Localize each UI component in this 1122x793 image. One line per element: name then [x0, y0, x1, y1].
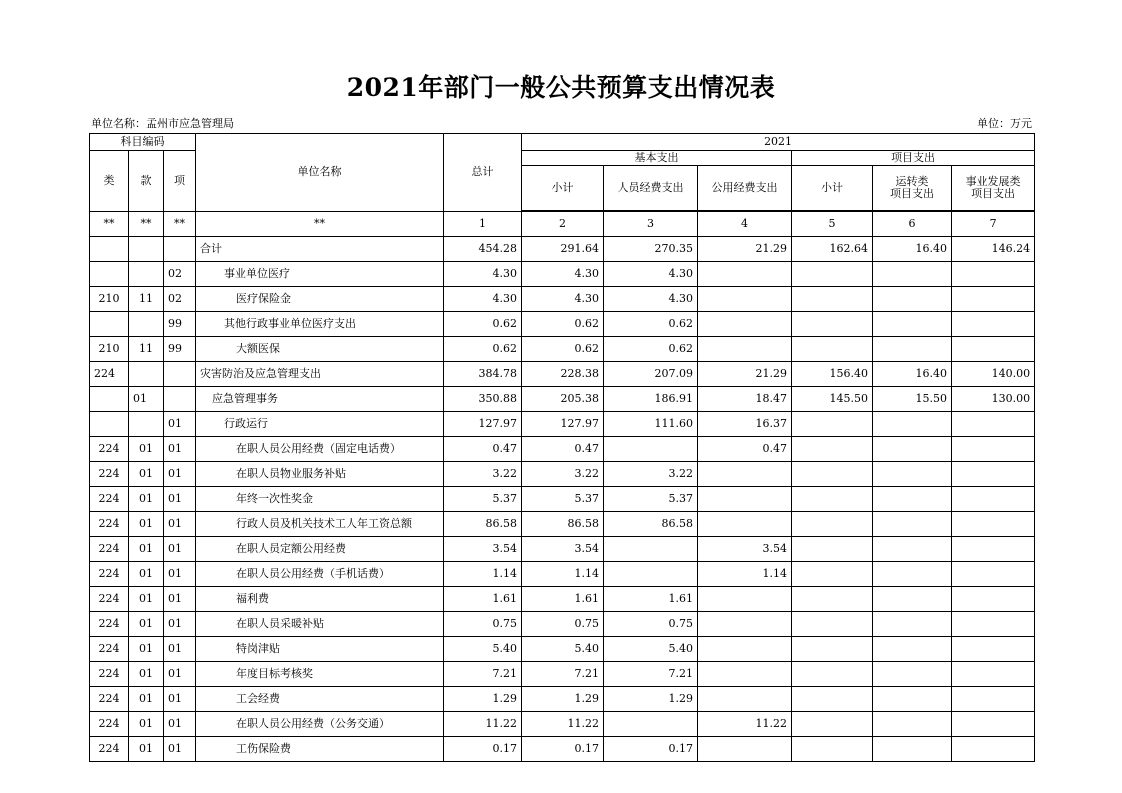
code-kuan-cell: 01 [129, 537, 164, 562]
index-cell: 1 [444, 211, 522, 237]
transfer-project-cell [873, 262, 952, 287]
code-lei-cell: 224 [90, 537, 129, 562]
code-lei-cell: 224 [90, 662, 129, 687]
code-xiang-cell: 01 [164, 412, 196, 437]
unit-label: 单位：万元 [977, 117, 1032, 130]
public-expense-cell: 3.54 [698, 537, 792, 562]
unit-name-cell: 在职人员公用经费（手机话费） [196, 562, 444, 587]
personnel-expense-cell: 0.62 [604, 337, 698, 362]
table-row [90, 687, 1035, 712]
code-kuan-cell: 11 [129, 287, 164, 312]
code-xiang-cell: 01 [164, 487, 196, 512]
table-row [90, 712, 1035, 737]
total-cell: 5.40 [444, 637, 522, 662]
development-project-cell [952, 462, 1035, 487]
basic-subtotal-cell: 0.47 [522, 437, 604, 462]
project-expense-header: 项目支出 [792, 151, 1035, 166]
code-kuan-cell: 01 [129, 737, 164, 762]
total-cell: 350.88 [444, 387, 522, 412]
transfer-project-cell [873, 687, 952, 712]
development-project-cell [952, 512, 1035, 537]
unit-name-cell: 大额医保 [196, 337, 444, 362]
project-subtotal-cell [792, 262, 873, 287]
development-project-cell [952, 712, 1035, 737]
code-lei-cell: 224 [90, 737, 129, 762]
public-expense-cell [698, 337, 792, 362]
transfer-project-cell [873, 562, 952, 587]
total-cell: 3.54 [444, 537, 522, 562]
transfer-project-cell: 15.50 [873, 387, 952, 412]
code-kuan-cell: 01 [129, 637, 164, 662]
personnel-expense-cell: 0.62 [604, 312, 698, 337]
total-cell: 454.28 [444, 237, 522, 262]
total-cell: 1.14 [444, 562, 522, 587]
total-cell: 4.30 [444, 287, 522, 312]
code-xiang-cell: 99 [164, 337, 196, 362]
code-kuan-cell [129, 412, 164, 437]
basic-subtotal-cell: 5.37 [522, 487, 604, 512]
project-subtotal-cell: 156.40 [792, 362, 873, 387]
code-xiang-cell: 01 [164, 562, 196, 587]
transfer-project-cell [873, 512, 952, 537]
code-kuan-cell: 01 [129, 662, 164, 687]
project-subtotal-cell [792, 512, 873, 537]
unit-name-cell: 其他行政事业单位医疗支出 [196, 312, 444, 337]
personnel-expense-cell [604, 562, 698, 587]
kuan-header: 款 [129, 151, 164, 212]
code-kuan-cell: 01 [129, 387, 164, 412]
index-cell: 2 [522, 211, 604, 237]
basic-subtotal-cell: 205.38 [522, 387, 604, 412]
total-cell: 4.30 [444, 262, 522, 287]
personnel-expense-cell: 1.61 [604, 587, 698, 612]
code-lei-cell [90, 237, 129, 262]
personnel-expense-cell: 4.30 [604, 262, 698, 287]
code-xiang-cell: 01 [164, 662, 196, 687]
unit-name-cell: 事业单位医疗 [196, 262, 444, 287]
transfer-project-cell [873, 612, 952, 637]
code-lei-cell: 224 [90, 587, 129, 612]
basic-subtotal-cell: 3.54 [522, 537, 604, 562]
index-row [90, 211, 1035, 237]
public-expense-cell [698, 687, 792, 712]
index-cell: 6 [873, 211, 952, 237]
public-expense-cell [698, 637, 792, 662]
public-expense-cell [698, 662, 792, 687]
basic-subtotal-cell: 0.62 [522, 337, 604, 362]
basic-subtotal-cell: 0.17 [522, 737, 604, 762]
total-cell: 127.97 [444, 412, 522, 437]
personnel-expense-cell: 3.22 [604, 462, 698, 487]
development-project-cell [952, 562, 1035, 587]
project-subtotal-cell [792, 412, 873, 437]
unit-name-cell: 在职人员公用经费（公务交通） [196, 712, 444, 737]
project-subtotal-cell [792, 612, 873, 637]
project-subtotal-cell [792, 587, 873, 612]
basic-subtotal-cell: 1.14 [522, 562, 604, 587]
development-project-cell [952, 537, 1035, 562]
unit-name-cell: 医疗保险金 [196, 287, 444, 312]
public-expense-cell: 21.29 [698, 237, 792, 262]
table-row [90, 612, 1035, 637]
public-expense-cell: 18.47 [698, 387, 792, 412]
subject-code-header: 科目编码 [90, 134, 196, 151]
total-cell: 1.61 [444, 587, 522, 612]
table-row [90, 662, 1035, 687]
total-cell: 11.22 [444, 712, 522, 737]
project-subtotal-cell [792, 662, 873, 687]
total-cell: 3.22 [444, 462, 522, 487]
table-row [90, 312, 1035, 337]
development-project-cell: 140.00 [952, 362, 1035, 387]
code-xiang-cell: 01 [164, 637, 196, 662]
project-subtotal-cell [792, 637, 873, 662]
index-cell: 5 [792, 211, 873, 237]
development-project-header: 事业发展类 项目支出 [952, 166, 1035, 212]
transfer-project-cell [873, 712, 952, 737]
code-kuan-cell [129, 312, 164, 337]
project-subtotal-cell [792, 562, 873, 587]
transfer-project-cell [873, 287, 952, 312]
lei-header: 类 [90, 151, 129, 212]
personnel-expense-cell [604, 712, 698, 737]
public-expense-cell [698, 287, 792, 312]
public-expense-cell [698, 487, 792, 512]
development-project-cell [952, 662, 1035, 687]
total-cell: 0.17 [444, 737, 522, 762]
code-xiang-cell: 01 [164, 587, 196, 612]
public-expense-cell: 1.14 [698, 562, 792, 587]
index-cell: 3 [604, 211, 698, 237]
development-project-cell [952, 337, 1035, 362]
transfer-project-cell [873, 462, 952, 487]
development-project-cell [952, 737, 1035, 762]
code-kuan-cell: 01 [129, 512, 164, 537]
transfer-project-cell [873, 437, 952, 462]
header-row-1 [90, 134, 1035, 151]
project-subtotal-cell [792, 462, 873, 487]
code-lei-cell [90, 412, 129, 437]
basic-subtotal-cell: 228.38 [522, 362, 604, 387]
index-cell: ** [164, 211, 196, 237]
transfer-project-cell [873, 662, 952, 687]
personnel-expense-cell: 5.37 [604, 487, 698, 512]
code-xiang-cell [164, 237, 196, 262]
code-xiang-cell: 02 [164, 262, 196, 287]
code-lei-cell: 210 [90, 287, 129, 312]
unit-name-cell: 合计 [196, 237, 444, 262]
code-lei-cell [90, 312, 129, 337]
personnel-expense-header: 人员经费支出 [604, 166, 698, 212]
project-subtotal-cell [792, 337, 873, 362]
transfer-project-cell [873, 737, 952, 762]
personnel-expense-cell: 4.30 [604, 287, 698, 312]
table-row [90, 412, 1035, 437]
personnel-expense-cell: 207.09 [604, 362, 698, 387]
code-kuan-cell [129, 362, 164, 387]
development-project-cell [952, 312, 1035, 337]
development-project-cell: 130.00 [952, 387, 1035, 412]
code-lei-cell: 210 [90, 337, 129, 362]
index-cell: 7 [952, 211, 1035, 237]
basic-subtotal-cell: 5.40 [522, 637, 604, 662]
page-title: 2021年部门一般公共预算支出情况表 [346, 73, 776, 102]
code-kuan-cell: 01 [129, 587, 164, 612]
development-project-cell [952, 612, 1035, 637]
basic-subtotal-cell: 86.58 [522, 512, 604, 537]
development-project-cell [952, 587, 1035, 612]
personnel-expense-cell: 1.29 [604, 687, 698, 712]
total-cell: 0.75 [444, 612, 522, 637]
code-kuan-cell: 11 [129, 337, 164, 362]
code-kuan-cell: 01 [129, 487, 164, 512]
public-expense-cell [698, 462, 792, 487]
development-project-cell [952, 637, 1035, 662]
total-cell: 7.21 [444, 662, 522, 687]
code-kuan-cell: 01 [129, 687, 164, 712]
personnel-expense-cell: 86.58 [604, 512, 698, 537]
unit-name-header: 单位名称 [196, 134, 444, 212]
basic-subtotal-cell: 0.75 [522, 612, 604, 637]
unit-name-cell: 应急管理事务 [196, 387, 444, 412]
unit-name-cell: 特岗津贴 [196, 637, 444, 662]
table-row [90, 262, 1035, 287]
public-expense-cell [698, 587, 792, 612]
total-cell: 0.62 [444, 337, 522, 362]
development-project-cell [952, 687, 1035, 712]
table-row [90, 287, 1035, 312]
table-row [90, 487, 1035, 512]
unit-name-cell: 工会经费 [196, 687, 444, 712]
code-lei-cell [90, 387, 129, 412]
basic-subtotal-cell: 7.21 [522, 662, 604, 687]
code-kuan-cell [129, 262, 164, 287]
table-row [90, 237, 1035, 262]
project-subtotal-cell [792, 312, 873, 337]
unit-name-cell: 年终一次性奖金 [196, 487, 444, 512]
code-lei-cell [90, 262, 129, 287]
code-lei-cell: 224 [90, 437, 129, 462]
public-expense-cell [698, 737, 792, 762]
table-row [90, 737, 1035, 762]
development-project-cell [952, 287, 1035, 312]
code-xiang-cell: 01 [164, 712, 196, 737]
code-kuan-cell: 01 [129, 462, 164, 487]
basic-subtotal-cell: 11.22 [522, 712, 604, 737]
code-xiang-cell: 01 [164, 462, 196, 487]
table-row [90, 362, 1035, 387]
project-subtotal-cell [792, 487, 873, 512]
transfer-project-cell [873, 587, 952, 612]
code-xiang-cell: 01 [164, 612, 196, 637]
table-row [90, 562, 1035, 587]
basic-subtotal-cell: 127.97 [522, 412, 604, 437]
code-xiang-cell [164, 362, 196, 387]
public-expense-cell [698, 262, 792, 287]
basic-subtotal-cell: 1.29 [522, 687, 604, 712]
unit-name-cell: 工伤保险费 [196, 737, 444, 762]
code-kuan-cell [129, 237, 164, 262]
project-subtotal-cell [792, 437, 873, 462]
public-expense-cell: 11.22 [698, 712, 792, 737]
xiang-header: 项 [164, 151, 196, 212]
project-subtotal-cell: 162.64 [792, 237, 873, 262]
personnel-expense-cell: 0.75 [604, 612, 698, 637]
table-row [90, 337, 1035, 362]
project-subtotal-cell [792, 737, 873, 762]
development-project-cell: 146.24 [952, 237, 1035, 262]
code-lei-cell: 224 [90, 562, 129, 587]
basic-subtotal-cell: 3.22 [522, 462, 604, 487]
code-lei-cell: 224 [90, 512, 129, 537]
public-expense-header: 公用经费支出 [698, 166, 792, 212]
public-expense-cell [698, 512, 792, 537]
personnel-expense-cell: 111.60 [604, 412, 698, 437]
development-project-cell [952, 262, 1035, 287]
code-lei-cell: 224 [90, 362, 129, 387]
personnel-expense-cell: 7.21 [604, 662, 698, 687]
code-lei-cell: 224 [90, 462, 129, 487]
transfer-project-cell [873, 637, 952, 662]
personnel-expense-cell: 270.35 [604, 237, 698, 262]
code-xiang-cell: 01 [164, 687, 196, 712]
total-cell: 384.78 [444, 362, 522, 387]
year-header: 2021 [522, 134, 1035, 151]
personnel-expense-cell: 0.17 [604, 737, 698, 762]
index-cell: ** [90, 211, 129, 237]
table-row [90, 462, 1035, 487]
code-xiang-cell: 01 [164, 737, 196, 762]
basic-subtotal-cell: 1.61 [522, 587, 604, 612]
code-xiang-cell: 99 [164, 312, 196, 337]
basic-subtotal-header: 小计 [522, 166, 604, 212]
transfer-project-cell [873, 537, 952, 562]
code-lei-cell: 224 [90, 637, 129, 662]
code-xiang-cell: 02 [164, 287, 196, 312]
total-cell: 0.47 [444, 437, 522, 462]
code-xiang-cell [164, 387, 196, 412]
transfer-project-cell [873, 487, 952, 512]
public-expense-cell: 21.29 [698, 362, 792, 387]
unit-name-cell: 灾害防治及应急管理支出 [196, 362, 444, 387]
basic-subtotal-cell: 291.64 [522, 237, 604, 262]
project-subtotal-cell: 145.50 [792, 387, 873, 412]
project-subtotal-cell [792, 537, 873, 562]
table-row [90, 537, 1035, 562]
personnel-expense-cell: 186.91 [604, 387, 698, 412]
table-row [90, 512, 1035, 537]
code-lei-cell: 224 [90, 612, 129, 637]
total-cell: 1.29 [444, 687, 522, 712]
index-cell: ** [196, 211, 444, 237]
transfer-project-cell: 16.40 [873, 362, 952, 387]
personnel-expense-cell [604, 437, 698, 462]
public-expense-cell [698, 312, 792, 337]
transfer-project-header: 运转类 项目支出 [873, 166, 952, 212]
index-cell: 4 [698, 211, 792, 237]
unit-name-cell: 行政运行 [196, 412, 444, 437]
unit-name-cell: 在职人员公用经费（固定电话费） [196, 437, 444, 462]
total-cell: 0.62 [444, 312, 522, 337]
code-kuan-cell: 01 [129, 562, 164, 587]
code-lei-cell: 224 [90, 712, 129, 737]
unit-name-cell: 行政人员及机关技术工人年工资总额 [196, 512, 444, 537]
code-kuan-cell: 01 [129, 612, 164, 637]
total-cell: 5.37 [444, 487, 522, 512]
code-kuan-cell: 01 [129, 712, 164, 737]
code-xiang-cell: 01 [164, 537, 196, 562]
transfer-project-cell [873, 312, 952, 337]
code-xiang-cell: 01 [164, 512, 196, 537]
transfer-project-cell [873, 412, 952, 437]
unit-name-cell: 福利费 [196, 587, 444, 612]
basic-expense-header: 基本支出 [522, 151, 792, 166]
personnel-expense-cell [604, 537, 698, 562]
public-expense-cell: 0.47 [698, 437, 792, 462]
unit-name-cell: 年度目标考核奖 [196, 662, 444, 687]
code-kuan-cell: 01 [129, 437, 164, 462]
unit-name-label: 单位名称：孟州市应急管理局 [91, 117, 234, 130]
table-row [90, 637, 1035, 662]
unit-name-cell: 在职人员采暖补贴 [196, 612, 444, 637]
basic-subtotal-cell: 0.62 [522, 312, 604, 337]
code-lei-cell: 224 [90, 687, 129, 712]
project-subtotal-header: 小计 [792, 166, 873, 212]
total-cell: 86.58 [444, 512, 522, 537]
basic-subtotal-cell: 4.30 [522, 262, 604, 287]
table-row [90, 437, 1035, 462]
unit-name-cell: 在职人员定额公用经费 [196, 537, 444, 562]
public-expense-cell: 16.37 [698, 412, 792, 437]
project-subtotal-cell [792, 712, 873, 737]
table-row [90, 587, 1035, 612]
development-project-cell [952, 487, 1035, 512]
budget-table [89, 133, 1035, 762]
basic-subtotal-cell: 4.30 [522, 287, 604, 312]
total-header: 总计 [444, 134, 522, 212]
personnel-expense-cell: 5.40 [604, 637, 698, 662]
unit-name-cell: 在职人员物业服务补贴 [196, 462, 444, 487]
code-lei-cell: 224 [90, 487, 129, 512]
public-expense-cell [698, 612, 792, 637]
project-subtotal-cell [792, 687, 873, 712]
transfer-project-cell: 16.40 [873, 237, 952, 262]
project-subtotal-cell [792, 287, 873, 312]
code-xiang-cell: 01 [164, 437, 196, 462]
transfer-project-cell [873, 337, 952, 362]
index-cell: ** [129, 211, 164, 237]
table-row [90, 387, 1035, 412]
development-project-cell [952, 412, 1035, 437]
development-project-cell [952, 437, 1035, 462]
